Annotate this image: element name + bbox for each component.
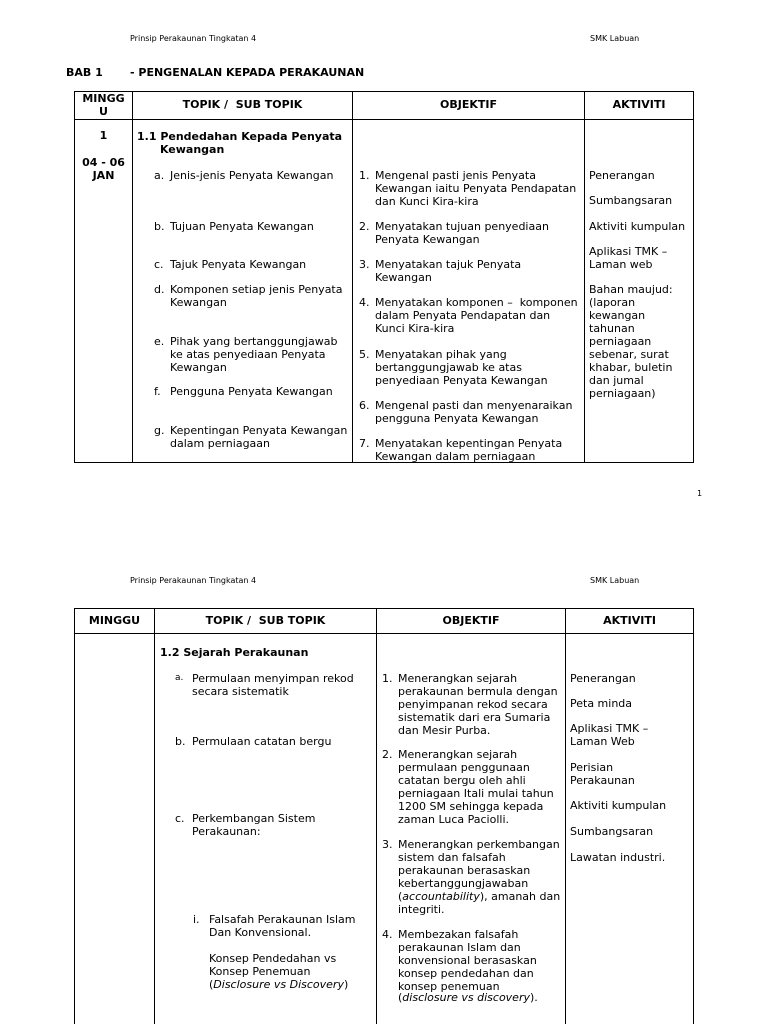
list-item: Pengguna Penyata Kewangan: [170, 385, 333, 398]
list-item: Menyatakan komponen – komponen dalam Penyata Pendapatan dan Kunci Kira-kira: [375, 296, 578, 335]
topic-title: 1.1 Pendedahan Kepada Penyata Kewangan: [137, 130, 343, 156]
list-marker: c.: [154, 258, 164, 271]
col-header-topic: TOPIK / SUB TOPIK: [182, 98, 303, 111]
activity-item: Lawatan industri.: [570, 851, 666, 864]
activity-item: Sumbangsaran: [589, 194, 673, 207]
chapter-number: BAB 1: [66, 66, 103, 79]
col-header-week: MINGG U: [82, 92, 125, 118]
list-item: Komponen setiap jenis Penyata Kewangan: [170, 283, 343, 309]
page-number: 1: [697, 489, 703, 498]
col-header-topic: TOPIK / SUB TOPIK: [205, 614, 326, 627]
page-header-right: SMK Labuan: [590, 576, 640, 585]
list-item: Perkembangan Sistem Perakaunan:: [192, 812, 316, 838]
list-item: Pihak yang bertanggungjawab ke atas penyediaan Penyata Kewangan: [170, 335, 338, 374]
list-item: Falsafah Perakaunan Islam Dan Konvensional.: [209, 913, 356, 939]
list-item: Menyatakan tajuk Penyata Kewangan: [375, 258, 522, 284]
col-header-activity: AKTIVITI: [612, 98, 666, 111]
activity-item: Penerangan: [570, 672, 636, 685]
col-header-activity: AKTIVITI: [603, 614, 656, 627]
list-item-detail: Konsep Pendedahan vs Konsep Penemuan: [209, 952, 337, 978]
list-marker: 1.: [359, 169, 370, 182]
list-item-italic: (accountability), amanah dan integriti.: [398, 890, 561, 916]
list-marker: b.: [175, 735, 186, 748]
list-marker: 5.: [359, 348, 370, 361]
list-marker: g.: [154, 424, 165, 437]
list-item: Menyatakan tujuan penyediaan Penyata Kewangan: [375, 220, 549, 246]
list-marker: 6.: [359, 399, 370, 412]
activity-item: Aktiviti kumpulan: [589, 220, 686, 233]
list-marker: 2.: [359, 220, 370, 233]
list-item: Mengenal pasti dan menyenaraikan pengguna Penyata Kewangan: [375, 399, 573, 425]
list-item: Menyatakan kepentingan Penyata Kewangan dalam perniagaan: [375, 437, 563, 463]
list-marker: c.: [175, 812, 185, 825]
list-item: Menerangkan perkembangan sistem dan falsafah perakaunan berasaskan kebertanggungjawaban: [398, 838, 560, 890]
list-item: Menyatakan pihak yang bertanggungjawab ke atas penyediaan Penyata Kewangan: [375, 348, 548, 387]
list-item: Menerangkan sejarah permulaan penggunaan catatan bergu oleh ahli perniagaan Itali mulai tahun 1200 SM sehingga kepada zaman Luca Paciolli.: [398, 748, 554, 826]
list-marker: a.: [154, 169, 165, 182]
list-item: Permulaan catatan bergu: [192, 735, 332, 748]
activity-item: Peta minda: [570, 697, 633, 710]
week-dates: 04 - 06 JAN: [82, 156, 125, 182]
list-marker: e.: [154, 335, 165, 348]
activity-item: Penerangan: [589, 169, 655, 182]
activity-item: Aktiviti kumpulan: [570, 799, 667, 812]
list-item: Permulaan menyimpan rekod secara sistematik: [192, 672, 354, 698]
topic-title: 1.2 Sejarah Perakaunan: [160, 646, 309, 659]
list-item: Tajuk Penyata Kewangan: [170, 258, 307, 271]
list-item: Kepentingan Penyata Kewangan dalam perniagaan: [170, 424, 348, 450]
activity-item: Sumbangsaran: [570, 825, 654, 838]
list-marker: 1.: [382, 672, 393, 685]
chapter-title: - PENGENALAN KEPADA PERAKAUNAN: [130, 66, 365, 79]
list-marker: 7.: [359, 437, 370, 450]
list-item: Jenis-jenis Penyata Kewangan: [170, 169, 334, 182]
list-item: Membezakan falsafah perakaunan Islam dan konvensional berasaskan konsep pendedahan dan konsep penemuan: [398, 928, 537, 993]
list-marker: 4.: [382, 928, 393, 941]
list-marker: 2.: [382, 748, 393, 761]
list-marker: f.: [154, 385, 161, 398]
week-number: 1: [99, 129, 108, 142]
list-item: Tujuan Penyata Kewangan: [170, 220, 314, 233]
list-marker: b.: [154, 220, 165, 233]
list-item: Menerangkan sejarah perakaunan bermula dengan penyimpanan rekod secara sistematik dari era Sumaria dan Mesir Purba.: [398, 672, 558, 737]
list-item: Mengenal pasti jenis Penyata Kewangan iaitu Penyata Pendapatan dan Kunci Kira-kira: [375, 169, 577, 208]
list-marker: d.: [154, 283, 165, 296]
activity-item: Aplikasi TMK – Laman web: [589, 245, 668, 271]
list-marker: 4.: [359, 296, 370, 309]
list-marker: i.: [193, 913, 200, 926]
page-header-left: Prinsip Perakaunan Tingkatan 4: [130, 576, 257, 585]
list-item-italic: (Disclosure vs Discovery): [209, 978, 349, 991]
page-header-left: Prinsip Perakaunan Tingkatan 4: [130, 34, 257, 43]
activity-item: Aplikasi TMK – Laman Web: [570, 722, 649, 748]
list-marker: 3.: [359, 258, 370, 271]
col-header-objective: OBJEKTIF: [440, 98, 497, 111]
col-header-week: MINGGU: [88, 614, 141, 627]
col-header-objective: OBJEKTIF: [442, 614, 500, 627]
list-marker: 3.: [382, 838, 393, 851]
list-item-italic: (disclosure vs discovery).: [398, 991, 538, 1004]
list-marker: a.: [175, 673, 184, 683]
activity-item: Bahan maujud: (laporan kewangan tahunan perniagaan sebenar, surat khabar, buletin dan jumal perniagaan): [589, 283, 673, 400]
activity-item: Perisian Perakaunan: [570, 761, 635, 787]
page-header-right: SMK Labuan: [590, 34, 640, 43]
